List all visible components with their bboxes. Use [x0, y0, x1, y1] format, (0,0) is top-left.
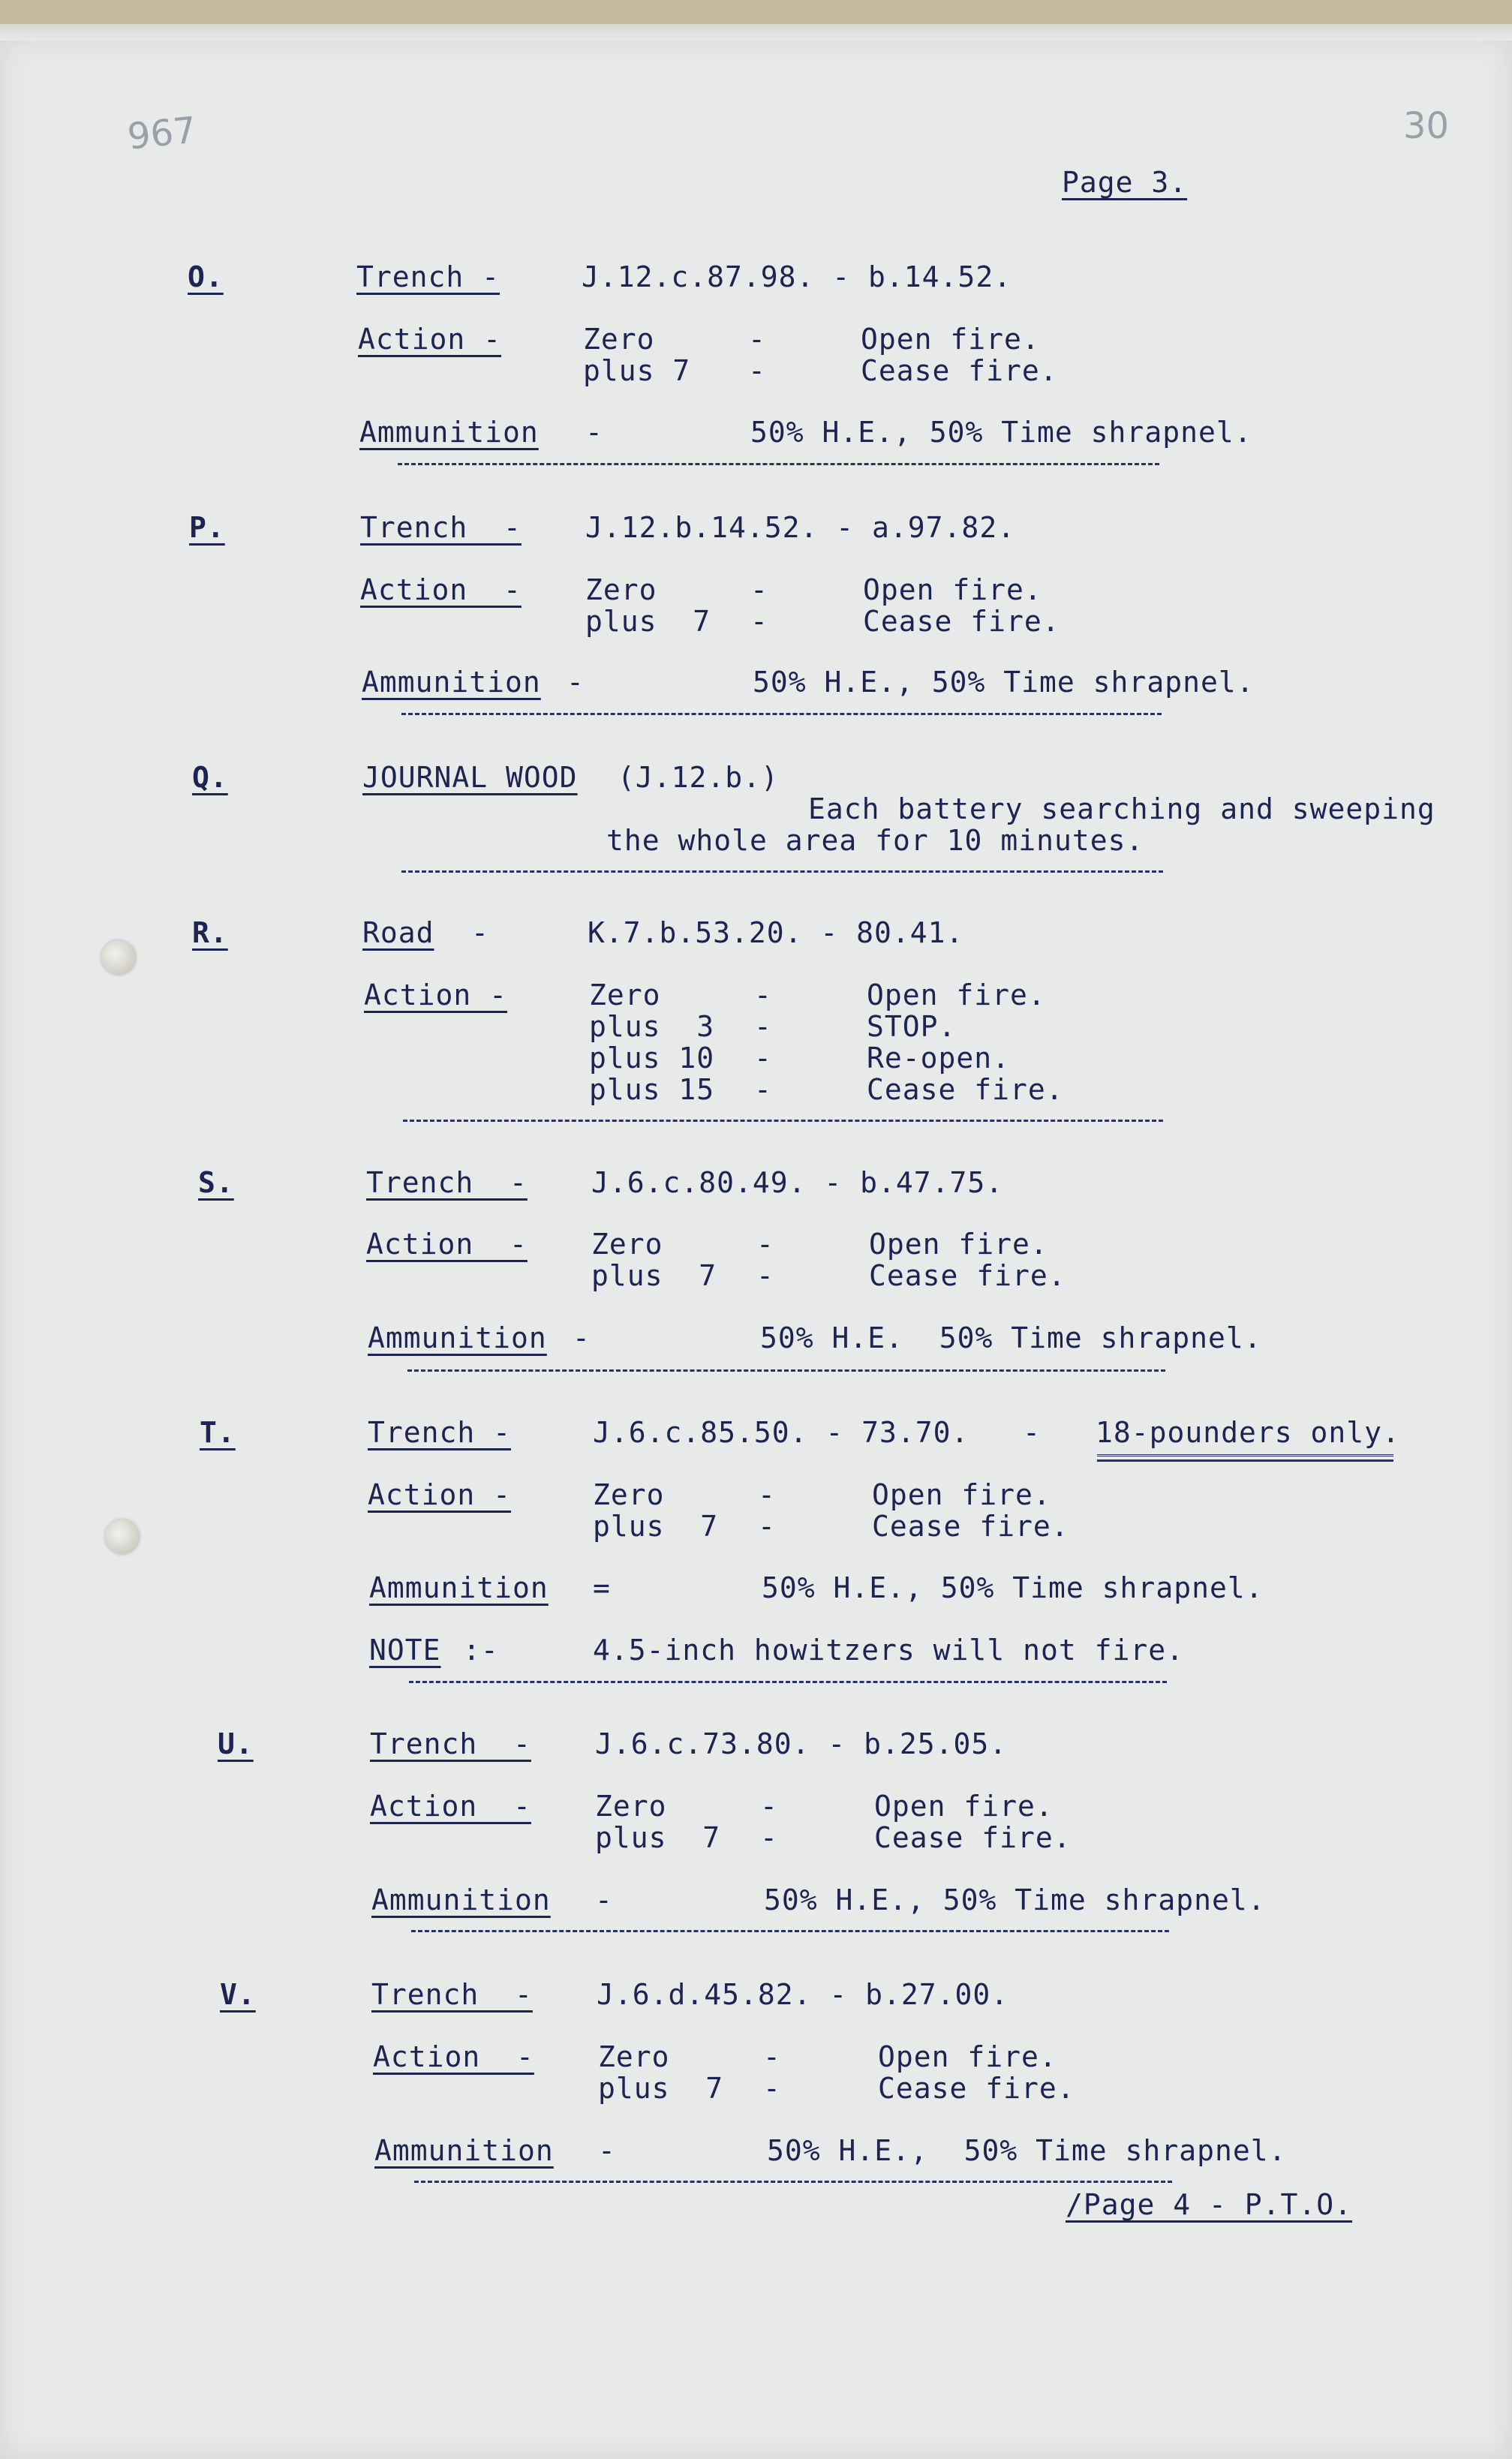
trench-value: J.12.b.14.52. - a.97.82. — [585, 511, 1016, 544]
section-letter: T. — [200, 1416, 236, 1449]
action-time: Zero — [589, 978, 661, 1012]
action-order: Open fire. — [872, 1478, 1051, 1511]
action-order: Cease fire. — [869, 1259, 1066, 1292]
ammunition-dash: = — [593, 1571, 611, 1604]
action-order: Cease fire. — [867, 1073, 1064, 1106]
action-time: plus 15 — [589, 1073, 715, 1106]
action-time: plus 7 — [595, 1821, 721, 1854]
trench-label: Trench - — [356, 260, 500, 293]
area-grid-reference: (J.12.b.) — [618, 761, 779, 794]
punch-hole — [101, 940, 136, 975]
ammunition-dash: - — [585, 416, 603, 449]
section-divider — [411, 1930, 1169, 1932]
action-order: Cease fire. — [878, 2072, 1075, 2105]
action-dash: - — [750, 605, 768, 638]
section-letter: O. — [188, 260, 224, 293]
action-time: plus 7 — [591, 1259, 717, 1292]
action-dash: - — [750, 573, 768, 606]
note-text: 4.5-inch howitzers will not fire. — [593, 1634, 1184, 1667]
action-dash: - — [754, 978, 772, 1012]
action-time: Zero — [595, 1790, 667, 1823]
action-order: Open fire. — [861, 323, 1040, 356]
ammunition-label: Ammunition — [369, 1571, 549, 1604]
note-label: NOTE — [369, 1634, 441, 1667]
action-order: Cease fire. — [872, 1510, 1069, 1543]
ammunition-value: 50% H.E., 50% Time shrapnel. — [753, 666, 1255, 699]
action-time: plus 7 — [583, 354, 691, 387]
section-divider — [409, 1681, 1167, 1683]
action-time: plus 7 — [585, 605, 711, 638]
trench-value: J.6.d.45.82. - b.27.00. — [597, 1978, 1009, 2011]
action-dash: - — [760, 1821, 778, 1854]
action-order: Open fire. — [874, 1790, 1054, 1823]
road-label: Road — [362, 916, 434, 949]
action-dash: - — [760, 1790, 778, 1823]
action-order: Re-open. — [867, 1042, 1011, 1075]
action-order: Open fire. — [869, 1228, 1048, 1261]
ammunition-label: Ammunition — [374, 2134, 554, 2167]
trench-note: 18-pounders only. — [1096, 1416, 1400, 1449]
action-time: Zero — [598, 2040, 670, 2073]
trench-label: Trench - — [371, 1978, 533, 2011]
section-divider — [403, 1120, 1163, 1122]
trench-value: J.12.c.87.98. - b.14.52. — [582, 260, 1012, 293]
trench-label: Trench - — [368, 1416, 512, 1449]
section-letter: Q. — [192, 761, 228, 794]
section-divider — [398, 463, 1159, 465]
action-order: Open fire. — [867, 978, 1046, 1012]
action-order: Cease fire. — [874, 1821, 1072, 1854]
action-dash: - — [748, 354, 766, 387]
trench-value: J.6.c.80.49. - b.47.75. — [591, 1166, 1004, 1199]
action-label: Action - — [373, 2040, 534, 2073]
continuation-note: /Page 4 - P.T.O. — [1066, 2188, 1353, 2221]
section-letter: P. — [189, 511, 225, 544]
action-order: Cease fire. — [863, 605, 1060, 638]
action-time: Zero — [593, 1478, 665, 1511]
road-value: K.7.b.53.20. - 80.41. — [588, 916, 964, 949]
folio-number-right: 30 — [1403, 105, 1450, 147]
note-double-underline — [1097, 1454, 1393, 1462]
ammunition-label: Ammunition — [371, 1883, 551, 1916]
action-time: Zero — [591, 1228, 663, 1261]
trench-label: Trench - — [370, 1727, 531, 1760]
action-time: plus 7 — [598, 2072, 724, 2105]
section-divider — [401, 870, 1163, 873]
ammunition-value: 50% H.E., 50% Time shrapnel. — [767, 2134, 1287, 2167]
trench-value: J.6.c.85.50. - 73.70. - — [593, 1416, 1041, 1449]
section-letter: V. — [220, 1978, 256, 2011]
ammunition-label: Ammunition — [359, 416, 539, 449]
action-dash: - — [763, 2072, 781, 2105]
note-separator: :- — [463, 1634, 499, 1667]
action-time: plus 7 — [593, 1510, 719, 1543]
trench-label: Trench - — [366, 1166, 528, 1199]
action-dash: - — [754, 1073, 772, 1106]
action-dash: - — [758, 1478, 776, 1511]
action-dash: - — [756, 1228, 774, 1261]
action-time: Zero — [585, 573, 657, 606]
ammunition-label: Ammunition — [362, 666, 541, 699]
page-label: Page 3. — [1062, 166, 1188, 199]
section-letter: S. — [198, 1166, 234, 1199]
trench-value: J.6.c.73.80. - b.25.05. — [595, 1727, 1008, 1760]
ammunition-dash: - — [567, 666, 585, 699]
section-divider — [414, 2181, 1172, 2183]
ammunition-value: 50% H.E., 50% Time shrapnel. — [764, 1883, 1266, 1916]
action-dash: - — [756, 1259, 774, 1292]
section-letter: R. — [192, 916, 228, 949]
action-time: Zero — [583, 323, 655, 356]
action-label: Action - — [358, 323, 502, 356]
action-dash: - — [754, 1042, 772, 1075]
ammunition-label: Ammunition — [368, 1321, 547, 1354]
section-divider — [401, 713, 1162, 715]
action-label: Action - — [360, 573, 522, 606]
folio-number-left: 967 — [125, 109, 199, 158]
instruction-line: Each battery searching and sweeping — [808, 792, 1435, 825]
section-divider — [407, 1369, 1165, 1372]
area-heading: JOURNAL WOOD — [362, 761, 578, 794]
instruction-line: the whole area for 10 minutes. — [606, 824, 1144, 857]
action-label: Action - — [364, 978, 508, 1012]
action-label: Action - — [368, 1478, 512, 1511]
road-dash: - — [471, 916, 489, 949]
action-dash: - — [748, 323, 766, 356]
punch-hole — [105, 1520, 140, 1554]
action-time: plus 10 — [589, 1042, 715, 1075]
ammunition-value: 50% H.E., 50% Time shrapnel. — [750, 416, 1252, 449]
section-letter: U. — [218, 1727, 254, 1760]
action-order: Open fire. — [878, 2040, 1057, 2073]
action-dash: - — [758, 1510, 776, 1543]
action-order: Cease fire. — [861, 354, 1058, 387]
action-order: STOP. — [867, 1010, 957, 1043]
ammunition-value: 50% H.E. 50% Time shrapnel. — [760, 1321, 1262, 1354]
action-order: Open fire. — [863, 573, 1042, 606]
document-page — [0, 38, 1512, 2459]
ammunition-value: 50% H.E., 50% Time shrapnel. — [762, 1571, 1264, 1604]
action-dash: - — [763, 2040, 781, 2073]
ammunition-dash: - — [595, 1883, 613, 1916]
ammunition-dash: - — [573, 1321, 591, 1354]
action-label: Action - — [366, 1228, 528, 1261]
action-dash: - — [754, 1010, 772, 1043]
action-label: Action - — [370, 1790, 531, 1823]
ammunition-dash: - — [598, 2134, 616, 2167]
action-time: plus 3 — [589, 1010, 715, 1043]
trench-label: Trench - — [360, 511, 522, 544]
